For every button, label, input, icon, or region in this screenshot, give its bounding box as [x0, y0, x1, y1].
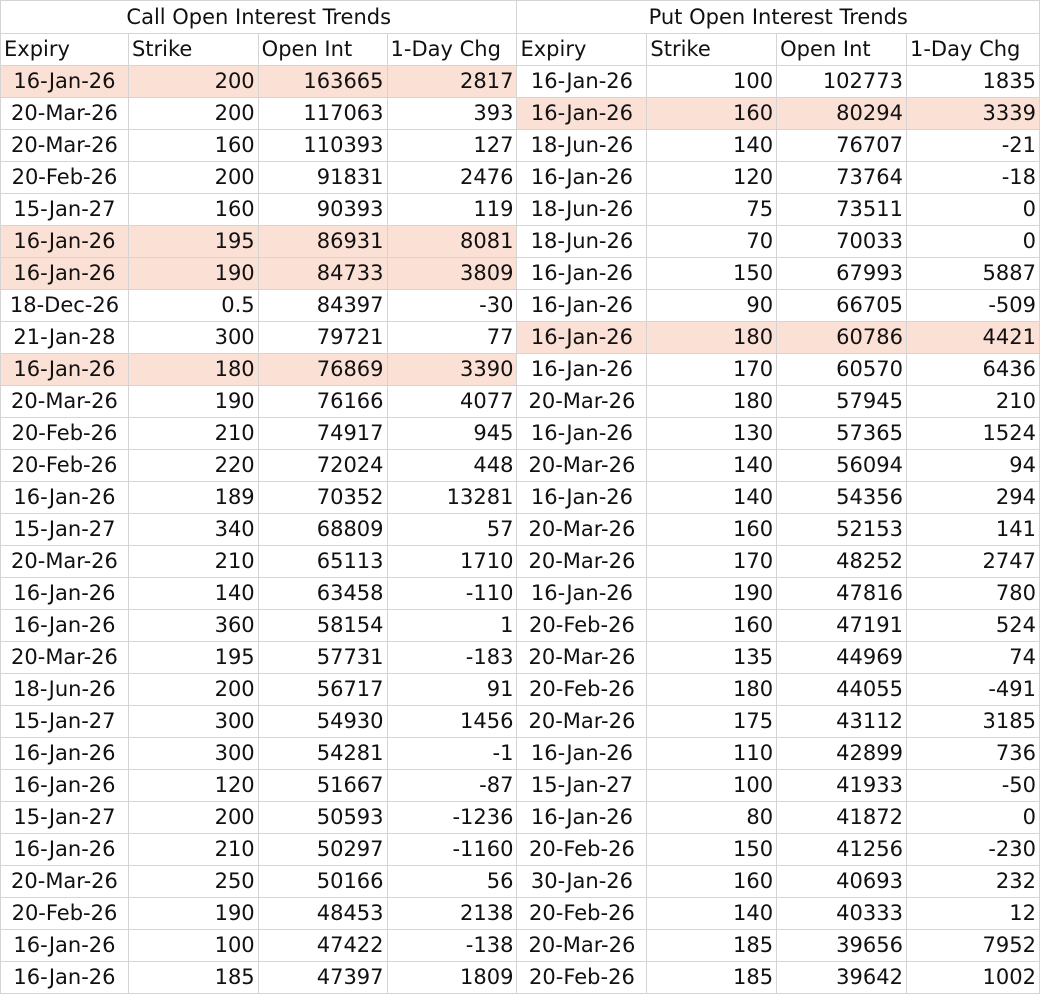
call-1-day-chg-cell: 2817 [387, 66, 517, 98]
call-open-int-cell: 70352 [258, 482, 387, 514]
call-strike-cell: 200 [128, 674, 258, 706]
put-expiry-cell: 16-Jan-26 [517, 802, 647, 834]
call-1-day-chg-cell: 393 [387, 98, 517, 130]
call-open-int-cell: 47397 [258, 962, 387, 994]
call-open-int-cell: 74917 [258, 418, 387, 450]
put-open-int-cell: 44969 [777, 642, 907, 674]
put-expiry-cell: 15-Jan-27 [517, 770, 647, 802]
call-expiry-cell: 16-Jan-26 [1, 354, 129, 386]
put-1-day-chg-cell: 232 [906, 866, 1039, 898]
put-strike-cell: 140 [647, 482, 777, 514]
call-expiry-cell: 15-Jan-27 [1, 194, 129, 226]
call-strike-cell: 160 [128, 194, 258, 226]
call-expiry-cell: 16-Jan-26 [1, 770, 129, 802]
table-row [1, 66, 1040, 98]
call-header-strike: Strike [128, 34, 258, 66]
put-expiry-cell: 20-Mar-26 [517, 546, 647, 578]
table-row [1, 482, 1040, 514]
table-row [1, 642, 1040, 674]
put-1-day-chg-cell: 2747 [906, 546, 1039, 578]
put-strike-cell: 170 [647, 354, 777, 386]
put-1-day-chg-cell: 294 [906, 482, 1039, 514]
call-1-day-chg-cell: -138 [387, 930, 517, 962]
put-open-int-cell: 47191 [777, 610, 907, 642]
call-1-day-chg-cell: -30 [387, 290, 517, 322]
call-open-int-cell: 50297 [258, 834, 387, 866]
call-strike-cell: 300 [128, 706, 258, 738]
put-open-int-cell: 42899 [777, 738, 907, 770]
put-strike-cell: 100 [647, 66, 777, 98]
call-1-day-chg-cell: 1710 [387, 546, 517, 578]
put-1-day-chg-cell: -50 [906, 770, 1039, 802]
call-expiry-cell: 16-Jan-26 [1, 738, 129, 770]
call-expiry-cell: 20-Feb-26 [1, 898, 129, 930]
table-row [1, 258, 1040, 290]
put-open-int-cell: 41933 [777, 770, 907, 802]
call-1-day-chg-cell: 1456 [387, 706, 517, 738]
call-open-int-cell: 90393 [258, 194, 387, 226]
put-1-day-chg-cell: 1835 [906, 66, 1039, 98]
call-open-int-cell: 51667 [258, 770, 387, 802]
table-row [1, 98, 1040, 130]
table-row [1, 674, 1040, 706]
put-open-int-cell: 80294 [777, 98, 907, 130]
put-expiry-cell: 16-Jan-26 [517, 418, 647, 450]
call-1-day-chg-cell: 448 [387, 450, 517, 482]
put-1-day-chg-cell: 4421 [906, 322, 1039, 354]
call-header-1-day-chg: 1-Day Chg [387, 34, 517, 66]
call-header-open-int: Open Int [258, 34, 387, 66]
call-strike-cell: 100 [128, 930, 258, 962]
table-row [1, 450, 1040, 482]
put-1-day-chg-cell: 736 [906, 738, 1039, 770]
call-expiry-cell: 16-Jan-26 [1, 226, 129, 258]
call-open-int-cell: 58154 [258, 610, 387, 642]
call-expiry-cell: 20-Mar-26 [1, 866, 129, 898]
put-strike-cell: 180 [647, 674, 777, 706]
table-row [1, 802, 1040, 834]
put-strike-cell: 160 [647, 514, 777, 546]
table-row [1, 834, 1040, 866]
call-1-day-chg-cell: 1809 [387, 962, 517, 994]
table-row [1, 770, 1040, 802]
table-row [1, 130, 1040, 162]
call-1-day-chg-cell: -1236 [387, 802, 517, 834]
put-strike-cell: 140 [647, 450, 777, 482]
put-1-day-chg-cell: 0 [906, 802, 1039, 834]
call-expiry-cell: 16-Jan-26 [1, 258, 129, 290]
title-row [1, 1, 1040, 34]
table-row [1, 194, 1040, 226]
put-1-day-chg-cell: 7952 [906, 930, 1039, 962]
call-expiry-cell: 20-Feb-26 [1, 162, 129, 194]
call-1-day-chg-cell: 3390 [387, 354, 517, 386]
call-expiry-cell: 15-Jan-27 [1, 514, 129, 546]
table-row [1, 386, 1040, 418]
call-expiry-cell: 16-Jan-26 [1, 834, 129, 866]
call-open-int-cell: 72024 [258, 450, 387, 482]
call-expiry-cell: 20-Mar-26 [1, 386, 129, 418]
put-expiry-cell: 20-Mar-26 [517, 642, 647, 674]
call-1-day-chg-cell: 3809 [387, 258, 517, 290]
call-1-day-chg-cell: -110 [387, 578, 517, 610]
call-open-int-cell: 48453 [258, 898, 387, 930]
put-expiry-cell: 16-Jan-26 [517, 578, 647, 610]
put-expiry-cell: 20-Feb-26 [517, 962, 647, 994]
call-1-day-chg-cell: -87 [387, 770, 517, 802]
put-open-int-cell: 57365 [777, 418, 907, 450]
table-body [1, 1, 1040, 994]
call-strike-cell: 200 [128, 802, 258, 834]
put-header-open-int: Open Int [777, 34, 907, 66]
put-strike-cell: 150 [647, 834, 777, 866]
call-open-int-cell: 110393 [258, 130, 387, 162]
call-strike-cell: 0.5 [128, 290, 258, 322]
call-expiry-cell: 20-Mar-26 [1, 98, 129, 130]
call-expiry-cell: 20-Feb-26 [1, 450, 129, 482]
put-expiry-cell: 16-Jan-26 [517, 290, 647, 322]
call-strike-cell: 360 [128, 610, 258, 642]
call-strike-cell: 160 [128, 130, 258, 162]
put-open-int-cell: 70033 [777, 226, 907, 258]
table-row [1, 226, 1040, 258]
put-expiry-cell: 16-Jan-26 [517, 482, 647, 514]
put-strike-cell: 80 [647, 802, 777, 834]
call-section-title: Call Open Interest Trends [1, 1, 517, 34]
call-strike-cell: 195 [128, 642, 258, 674]
put-expiry-cell: 20-Feb-26 [517, 610, 647, 642]
put-open-int-cell: 43112 [777, 706, 907, 738]
put-strike-cell: 185 [647, 930, 777, 962]
put-expiry-cell: 16-Jan-26 [517, 322, 647, 354]
put-strike-cell: 175 [647, 706, 777, 738]
put-expiry-cell: 20-Mar-26 [517, 706, 647, 738]
put-strike-cell: 100 [647, 770, 777, 802]
put-1-day-chg-cell: 141 [906, 514, 1039, 546]
call-1-day-chg-cell: 127 [387, 130, 517, 162]
put-1-day-chg-cell: 0 [906, 194, 1039, 226]
put-expiry-cell: 20-Feb-26 [517, 898, 647, 930]
table-row [1, 738, 1040, 770]
call-header-expiry: Expiry [1, 34, 129, 66]
put-strike-cell: 90 [647, 290, 777, 322]
put-expiry-cell: 16-Jan-26 [517, 258, 647, 290]
put-1-day-chg-cell: -18 [906, 162, 1039, 194]
put-1-day-chg-cell: -21 [906, 130, 1039, 162]
call-expiry-cell: 16-Jan-26 [1, 578, 129, 610]
call-strike-cell: 185 [128, 962, 258, 994]
put-header-expiry: Expiry [517, 34, 647, 66]
put-expiry-cell: 16-Jan-26 [517, 738, 647, 770]
call-strike-cell: 190 [128, 898, 258, 930]
call-1-day-chg-cell: 119 [387, 194, 517, 226]
table-row [1, 418, 1040, 450]
put-open-int-cell: 39642 [777, 962, 907, 994]
call-1-day-chg-cell: -183 [387, 642, 517, 674]
call-open-int-cell: 54930 [258, 706, 387, 738]
call-strike-cell: 250 [128, 866, 258, 898]
call-1-day-chg-cell: 2138 [387, 898, 517, 930]
put-1-day-chg-cell: 12 [906, 898, 1039, 930]
call-open-int-cell: 84397 [258, 290, 387, 322]
call-1-day-chg-cell: 57 [387, 514, 517, 546]
call-expiry-cell: 16-Jan-26 [1, 930, 129, 962]
put-section-title: Put Open Interest Trends [517, 1, 1040, 34]
call-expiry-cell: 20-Mar-26 [1, 642, 129, 674]
call-open-int-cell: 117063 [258, 98, 387, 130]
call-strike-cell: 210 [128, 834, 258, 866]
put-open-int-cell: 40333 [777, 898, 907, 930]
put-1-day-chg-cell: 210 [906, 386, 1039, 418]
call-strike-cell: 300 [128, 738, 258, 770]
put-open-int-cell: 39656 [777, 930, 907, 962]
put-strike-cell: 130 [647, 418, 777, 450]
put-1-day-chg-cell: 3185 [906, 706, 1039, 738]
call-expiry-cell: 20-Mar-26 [1, 130, 129, 162]
call-open-int-cell: 57731 [258, 642, 387, 674]
call-expiry-cell: 16-Jan-26 [1, 610, 129, 642]
call-1-day-chg-cell: 77 [387, 322, 517, 354]
table-row [1, 322, 1040, 354]
put-header-strike: Strike [647, 34, 777, 66]
call-1-day-chg-cell: 1 [387, 610, 517, 642]
table-row [1, 962, 1040, 994]
call-expiry-cell: 16-Jan-26 [1, 962, 129, 994]
call-open-int-cell: 76869 [258, 354, 387, 386]
put-strike-cell: 120 [647, 162, 777, 194]
call-open-int-cell: 86931 [258, 226, 387, 258]
put-expiry-cell: 20-Feb-26 [517, 674, 647, 706]
table-row [1, 290, 1040, 322]
call-expiry-cell: 18-Dec-26 [1, 290, 129, 322]
put-open-int-cell: 73511 [777, 194, 907, 226]
put-open-int-cell: 57945 [777, 386, 907, 418]
call-1-day-chg-cell: 2476 [387, 162, 517, 194]
put-open-int-cell: 76707 [777, 130, 907, 162]
call-strike-cell: 180 [128, 354, 258, 386]
call-strike-cell: 220 [128, 450, 258, 482]
put-1-day-chg-cell: 94 [906, 450, 1039, 482]
put-open-int-cell: 56094 [777, 450, 907, 482]
put-open-int-cell: 52153 [777, 514, 907, 546]
put-1-day-chg-cell: -509 [906, 290, 1039, 322]
put-1-day-chg-cell: 524 [906, 610, 1039, 642]
put-1-day-chg-cell: 74 [906, 642, 1039, 674]
call-open-int-cell: 79721 [258, 322, 387, 354]
put-strike-cell: 75 [647, 194, 777, 226]
put-strike-cell: 180 [647, 322, 777, 354]
put-header-1-day-chg: 1-Day Chg [906, 34, 1039, 66]
call-expiry-cell: 15-Jan-27 [1, 802, 129, 834]
put-expiry-cell: 16-Jan-26 [517, 354, 647, 386]
put-open-int-cell: 60570 [777, 354, 907, 386]
call-open-int-cell: 47422 [258, 930, 387, 962]
put-1-day-chg-cell: 0 [906, 226, 1039, 258]
call-1-day-chg-cell: -1 [387, 738, 517, 770]
call-1-day-chg-cell: 8081 [387, 226, 517, 258]
put-open-int-cell: 66705 [777, 290, 907, 322]
put-1-day-chg-cell: -230 [906, 834, 1039, 866]
put-strike-cell: 70 [647, 226, 777, 258]
call-strike-cell: 300 [128, 322, 258, 354]
call-strike-cell: 210 [128, 546, 258, 578]
put-expiry-cell: 20-Mar-26 [517, 514, 647, 546]
call-1-day-chg-cell: 945 [387, 418, 517, 450]
put-expiry-cell: 30-Jan-26 [517, 866, 647, 898]
call-open-int-cell: 76166 [258, 386, 387, 418]
put-1-day-chg-cell: 1524 [906, 418, 1039, 450]
call-1-day-chg-cell: 13281 [387, 482, 517, 514]
put-expiry-cell: 16-Jan-26 [517, 98, 647, 130]
call-open-int-cell: 63458 [258, 578, 387, 610]
put-strike-cell: 160 [647, 866, 777, 898]
table-row [1, 706, 1040, 738]
put-expiry-cell: 16-Jan-26 [517, 162, 647, 194]
put-strike-cell: 135 [647, 642, 777, 674]
call-open-int-cell: 84733 [258, 258, 387, 290]
put-expiry-cell: 20-Mar-26 [517, 930, 647, 962]
call-strike-cell: 340 [128, 514, 258, 546]
put-expiry-cell: 18-Jun-26 [517, 194, 647, 226]
put-strike-cell: 150 [647, 258, 777, 290]
put-strike-cell: 190 [647, 578, 777, 610]
call-open-int-cell: 50593 [258, 802, 387, 834]
table-row [1, 162, 1040, 194]
call-open-int-cell: 68809 [258, 514, 387, 546]
put-open-int-cell: 48252 [777, 546, 907, 578]
put-expiry-cell: 20-Mar-26 [517, 450, 647, 482]
call-expiry-cell: 16-Jan-26 [1, 482, 129, 514]
put-open-int-cell: 41872 [777, 802, 907, 834]
put-strike-cell: 110 [647, 738, 777, 770]
call-strike-cell: 210 [128, 418, 258, 450]
call-expiry-cell: 15-Jan-27 [1, 706, 129, 738]
put-1-day-chg-cell: -491 [906, 674, 1039, 706]
put-strike-cell: 185 [647, 962, 777, 994]
put-expiry-cell: 20-Mar-26 [517, 386, 647, 418]
table-row [1, 354, 1040, 386]
call-strike-cell: 200 [128, 66, 258, 98]
call-open-int-cell: 54281 [258, 738, 387, 770]
call-strike-cell: 190 [128, 386, 258, 418]
call-open-int-cell: 65113 [258, 546, 387, 578]
put-open-int-cell: 102773 [777, 66, 907, 98]
table-row [1, 514, 1040, 546]
table-row [1, 898, 1040, 930]
call-1-day-chg-cell: 4077 [387, 386, 517, 418]
call-expiry-cell: 20-Feb-26 [1, 418, 129, 450]
put-open-int-cell: 54356 [777, 482, 907, 514]
put-expiry-cell: 16-Jan-26 [517, 66, 647, 98]
put-strike-cell: 180 [647, 386, 777, 418]
table-row [1, 866, 1040, 898]
table-row [1, 610, 1040, 642]
put-open-int-cell: 41256 [777, 834, 907, 866]
put-1-day-chg-cell: 1002 [906, 962, 1039, 994]
call-strike-cell: 200 [128, 98, 258, 130]
header-row [1, 34, 1040, 66]
put-1-day-chg-cell: 780 [906, 578, 1039, 610]
call-open-int-cell: 56717 [258, 674, 387, 706]
call-expiry-cell: 21-Jan-28 [1, 322, 129, 354]
call-expiry-cell: 20-Mar-26 [1, 546, 129, 578]
table-row [1, 578, 1040, 610]
put-strike-cell: 140 [647, 130, 777, 162]
put-open-int-cell: 67993 [777, 258, 907, 290]
call-1-day-chg-cell: 56 [387, 866, 517, 898]
call-1-day-chg-cell: 91 [387, 674, 517, 706]
table-row [1, 546, 1040, 578]
put-expiry-cell: 18-Jun-26 [517, 130, 647, 162]
put-open-int-cell: 73764 [777, 162, 907, 194]
call-strike-cell: 189 [128, 482, 258, 514]
call-open-int-cell: 91831 [258, 162, 387, 194]
call-strike-cell: 200 [128, 162, 258, 194]
put-1-day-chg-cell: 6436 [906, 354, 1039, 386]
put-expiry-cell: 20-Feb-26 [517, 834, 647, 866]
put-1-day-chg-cell: 3339 [906, 98, 1039, 130]
put-open-int-cell: 47816 [777, 578, 907, 610]
put-strike-cell: 160 [647, 610, 777, 642]
put-open-int-cell: 40693 [777, 866, 907, 898]
call-open-int-cell: 50166 [258, 866, 387, 898]
call-open-int-cell: 163665 [258, 66, 387, 98]
call-expiry-cell: 16-Jan-26 [1, 66, 129, 98]
call-strike-cell: 120 [128, 770, 258, 802]
put-expiry-cell: 18-Jun-26 [517, 226, 647, 258]
put-strike-cell: 140 [647, 898, 777, 930]
put-1-day-chg-cell: 5887 [906, 258, 1039, 290]
call-expiry-cell: 18-Jun-26 [1, 674, 129, 706]
put-open-int-cell: 60786 [777, 322, 907, 354]
put-strike-cell: 170 [647, 546, 777, 578]
call-1-day-chg-cell: -1160 [387, 834, 517, 866]
put-strike-cell: 160 [647, 98, 777, 130]
call-strike-cell: 190 [128, 258, 258, 290]
call-strike-cell: 140 [128, 578, 258, 610]
call-strike-cell: 195 [128, 226, 258, 258]
put-open-int-cell: 44055 [777, 674, 907, 706]
table-row [1, 930, 1040, 962]
